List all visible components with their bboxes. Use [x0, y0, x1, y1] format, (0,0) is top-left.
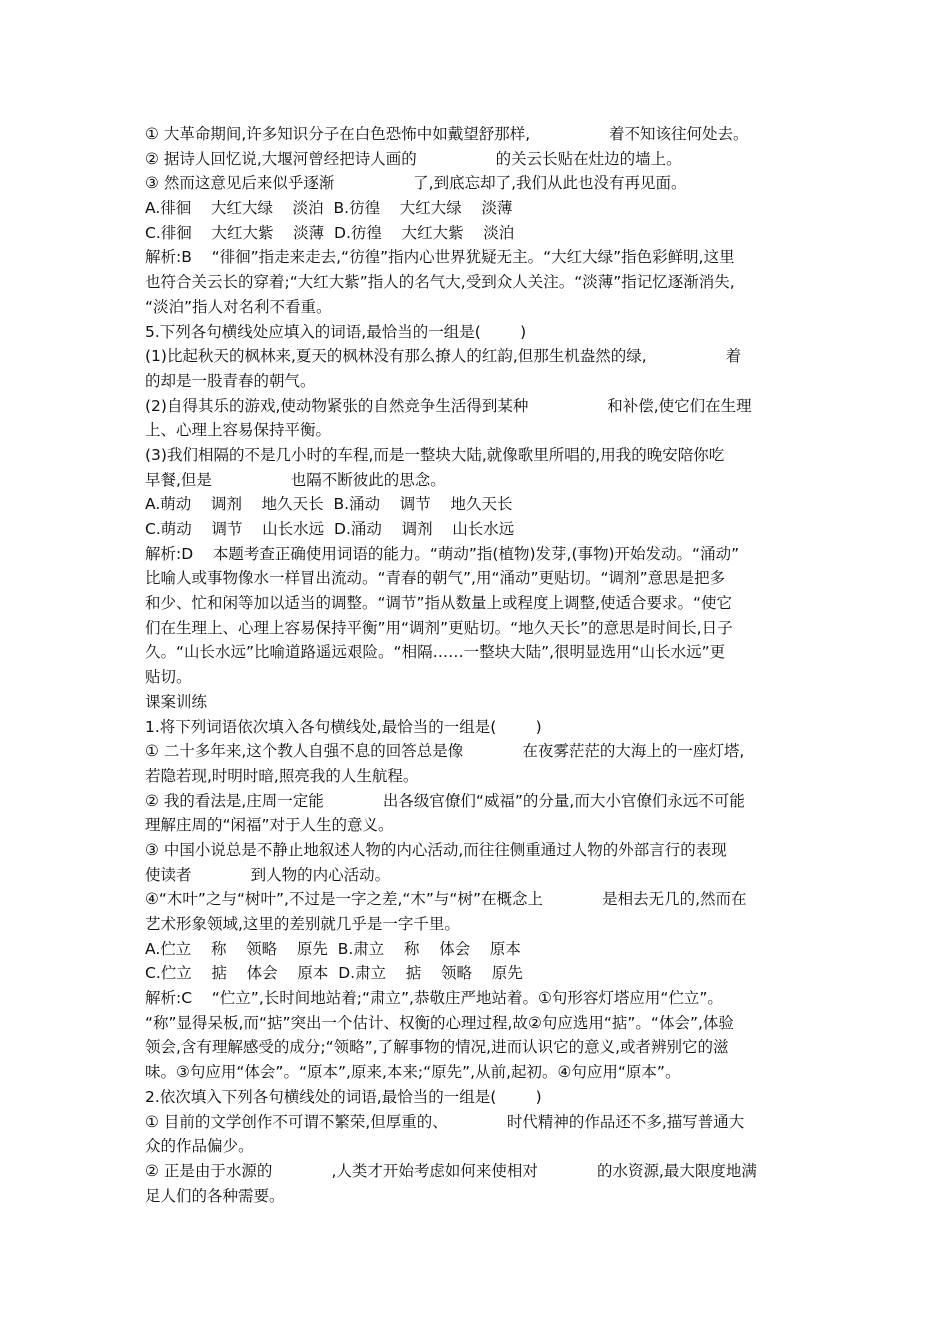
text-line: C.伫立 掂 体会 原本 D.肃立 掂 领略 原先: [145, 964, 523, 983]
text-line: 和少、忙和闲等加以适当的调整。“调节”指从数量上或程度上调整,使适合要求。“使它: [145, 594, 733, 613]
text-line: 艺术形象领域,这里的差别就几乎是一字千里。: [145, 915, 460, 933]
text-line: 解析:B “徘徊”指走来走去,“彷徨”指内心世界犹疑无主。“大红大绿”指色彩鲜明,这里: [145, 248, 735, 267]
text-line: ① 二十多年来,这个教人自强不息的回答总是像 在夜雾茫茫的大海上的一座灯塔,: [145, 742, 745, 761]
text-line: 课案训练: [145, 692, 208, 711]
text-line: 使读者 到人物的内心活动。: [145, 865, 391, 884]
text-line: 1.将下列词语依次填入各句横线处,最恰当的一组是( ): [145, 717, 542, 736]
text-line: C.萌动 调节 山长水远 D.涌动 调剂 山长水远: [145, 520, 515, 538]
text-line: 久。“山长水远”比喻道路遥远艰险。“相隔……一整块大陆”,很明显选用“山长水远”更: [145, 643, 726, 662]
text-line: 5.下列各句横线处应填入的词语,最恰当的一组是( ): [145, 322, 527, 341]
text-line: (3)我们相隔的不是几小时的车程,而是一整块大陆,就像歌里所唱的,用我的晚安陪你吃: [145, 445, 725, 464]
text-line: ④“木叶”之与“树叶”,不过是一字之差,“木”与“树”在概念上 是相去无几的,然而在: [145, 890, 747, 909]
text-line: 早餐,但是 也隔不断彼此的思念。: [145, 470, 446, 489]
text-line: “淡泊”指人对名利不看重。: [145, 297, 332, 316]
text-line: 若隐若现,时明时暗,照亮我的人生航程。: [145, 766, 419, 785]
text-line: 们在生理上、心理上容易保持平衡”用“调剂”更贴切。“地久天长”的意思是时间长,日子: [145, 618, 733, 637]
text-line: 味。③句应用“体会”。“原本”,原来,本来;“原先”,从前,起初。④句应用“原本”。: [145, 1063, 681, 1082]
text-line: 比喻人或事物像水一样冒出流动。“青春的朝气”,用“涌动”更贴切。“调剂”意思是把多: [145, 569, 726, 588]
text-line: A.徘徊 大红大绿 淡泊 B.彷徨 大红大绿 淡薄: [145, 199, 513, 218]
text-line: 足人们的各种需要。: [145, 1186, 285, 1205]
text-line: (2)自得其乐的游戏,使动物紧张的自然竞争生活得到某种 和补偿,使它们在生理: [145, 396, 752, 415]
text-line: ① 大革命期间,许多知识分子在白色恐怖中如戴望舒那样, 着不知该往何处去。: [145, 125, 749, 143]
text-line: 众的作品偏少。: [145, 1137, 254, 1156]
text-line: ③ 然而这意见后来似乎逐渐 了,到底忘却了,我们从此也没有再见面。: [145, 174, 687, 193]
text-line: 也符合关云长的穿着;“大红大紫”指人的名气大,受到众人关注。“淡薄”指记忆逐渐消失,: [145, 273, 735, 292]
text-line: C.徘徊 大红大紫 淡薄 D.彷徨 大红大紫 淡泊: [145, 223, 515, 242]
text-line: 2.依次填入下列各句横线处的词语,最恰当的一组是( ): [145, 1087, 542, 1106]
document-body: [145, 122, 810, 1208]
text-line: 解析:C “伫立”,长时间地站着;“肃立”,恭敬庄严地站着。①句形容灯塔应用“伫立”。: [145, 989, 723, 1008]
text-line: A.伫立 称 领略 原先 B.肃立 称 体会 原本: [145, 939, 521, 958]
text-line: 理解庄周的“闲福”对于人生的意义。: [145, 816, 394, 835]
text-line: 的却是一股青春的朝气。: [145, 371, 316, 390]
text-line: A.萌动 调剂 地久天长 B.涌动 调节 地久天长: [145, 495, 513, 514]
text-line: ② 据诗人回忆说,大堰河曾经把诗人画的 的关云长贴在灶边的墙上。: [145, 149, 682, 168]
text-line: (1)比起秋天的枫林来,夏天的枫林没有那么撩人的红韵,但那生机盎然的绿, 着: [145, 347, 742, 366]
text-line: ① 目前的文学创作不可谓不繁荣,但厚重的、 时代精神的作品还不多,描写普通大: [145, 1112, 745, 1131]
text-line: “称”显得呆板,而“掂”突出一个估计、权衡的心理过程,故②句应选用“掂”。“体会”,体验: [145, 1013, 734, 1032]
text-line: 领会,含有理解感受的成分;“领略”,了解事物的情况,进而认识它的意义,或者辨别它的滋: [145, 1038, 729, 1057]
text-line: ③ 中国小说总是不静止地叙述人物的内心活动,而往往侧重通过人物的外部言行的表现: [145, 840, 727, 859]
text-line: 贴切。: [145, 668, 192, 687]
text-line: ② 我的看法是,庄周一定能 出各级官僚们“威福”的分量,而大小官僚们永远不可能: [145, 791, 745, 810]
text-line: 解析:D 本题考查正确使用词语的能力。“萌动”指(植物)发芽,(事物)开始发动。“涌动”: [145, 544, 740, 563]
text-line: ② 正是由于水源的 ,人类才开始考虑如何来使相对 的水资源,最大限度地满: [145, 1161, 757, 1180]
text-line: 上、心理上容易保持平衡。: [145, 421, 332, 440]
